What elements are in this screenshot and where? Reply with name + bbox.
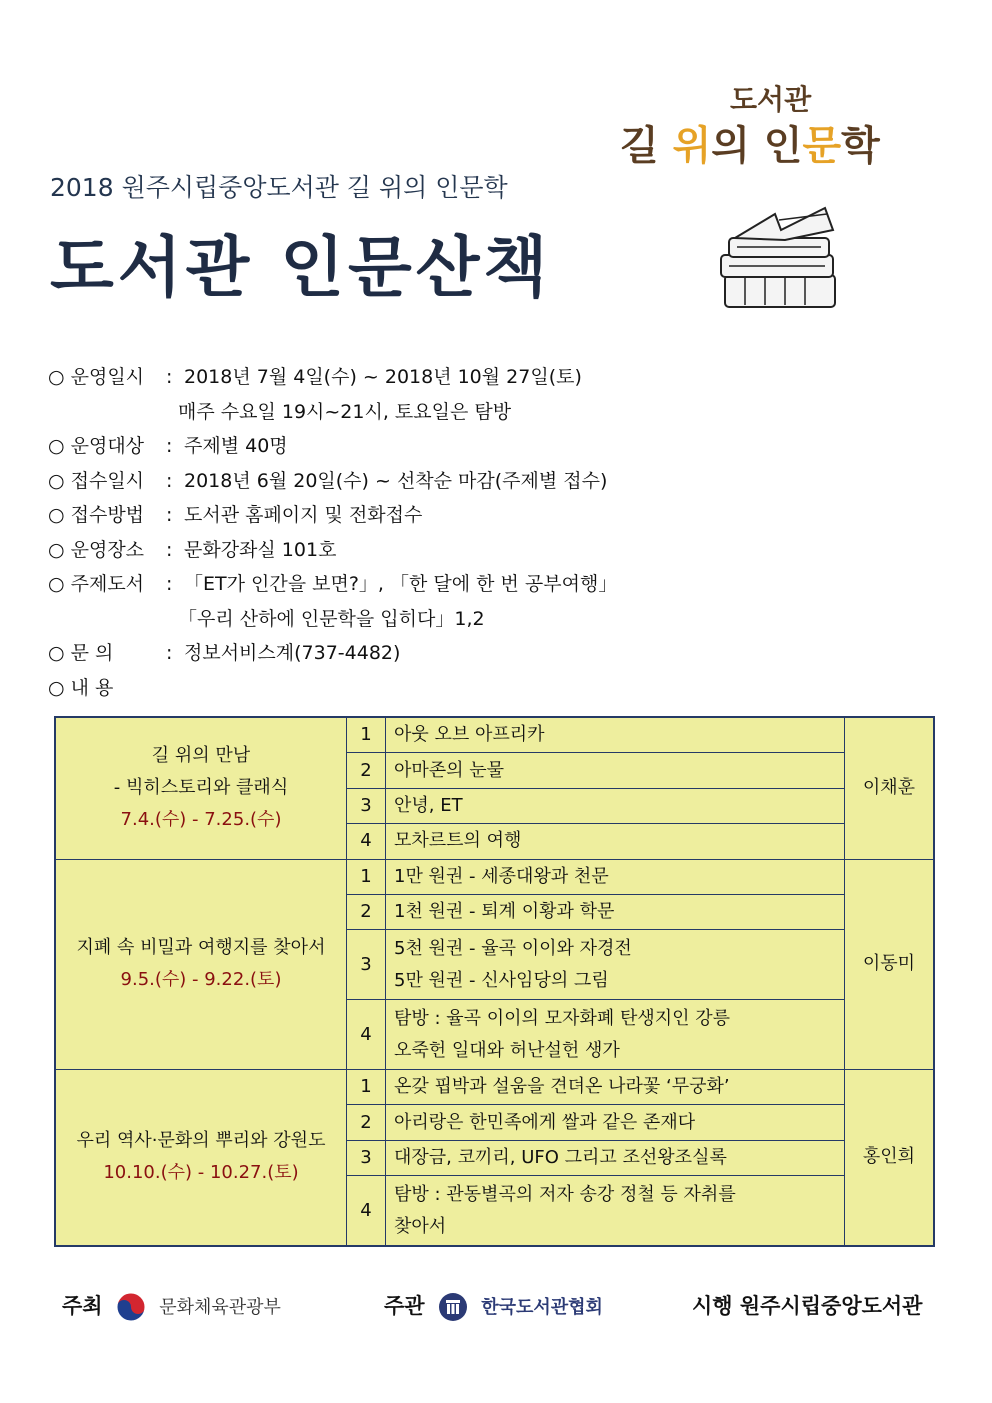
session-number: 2 [347, 753, 386, 788]
library-association-emblem-icon [438, 1292, 468, 1322]
session-number: 2 [347, 895, 386, 930]
session-topic: 대장금, 코끼리, UFO 그리고 조선왕조실록 [386, 1140, 845, 1175]
info-row-books: ○ 주제도서 : 「ET가 인간을 보면?」, 「한 달에 한 번 공부여행」 [48, 573, 618, 595]
info-row-content: ○ 내 용 [48, 676, 114, 699]
logo-top-text: 도서관 [730, 83, 812, 116]
page-title: 도서관 인문산책 [50, 229, 552, 306]
government-emblem-icon [116, 1292, 146, 1322]
info-row-books-detail: 「우리 산하에 인문학을 입히다」1,2 [178, 607, 485, 630]
session-topic: 아마존의 눈물 [386, 753, 845, 788]
logo-main-text: 길 위의 인문학 [620, 123, 880, 169]
program-info [48, 360, 928, 705]
info-row-registration: ○ 접수일시 : 2018년 6월 20일(수) ~ 선착순 마감(주제별 접수) [48, 469, 608, 492]
session-topic: 1만 원권 - 세종대왕과 천문 [386, 859, 845, 894]
lecturer-cell: 홍인희 [845, 1069, 935, 1246]
session-number: 2 [347, 1105, 386, 1140]
page-subtitle: 2018 원주시립중앙도서관 길 위의 인문학 [50, 173, 508, 202]
session-number: 1 [347, 1069, 386, 1104]
session-topic: 탐방 : 관동별곡의 저자 송강 정철 등 자취를 찾아서 [386, 1176, 845, 1246]
table-row [55, 859, 934, 894]
program-logo [620, 78, 930, 168]
schedule-table [54, 716, 935, 1247]
theme-cell: 길 위의 만남 - 빅히스토리와 클래식 7.4.(수) - 7.25.(수) [55, 717, 347, 859]
session-number: 1 [347, 717, 386, 753]
book-stack-icon [715, 200, 845, 315]
info-row-schedule: ○ 운영일시 : 2018년 7월 4일(수) ~ 2018년 10월 27일(토) [48, 366, 582, 388]
organizer-credit: 주관 한국도서관협회 [384, 1290, 603, 1322]
session-number: 3 [347, 930, 386, 1000]
session-number: 3 [347, 788, 386, 823]
session-topic: 5천 원권 - 율곡 이이와 자경전 5만 원권 - 신사임당의 그림 [386, 930, 845, 1000]
theme-cell: 우리 역사·문화의 뿌리와 강원도 10.10.(수) - 10.27.(토) [55, 1069, 347, 1246]
info-row-method: ○ 접수방법 : 도서관 홈페이지 및 전화접수 [48, 504, 423, 526]
footer [0, 1290, 992, 1330]
session-number: 4 [347, 1000, 386, 1070]
info-row-target: ○ 운영대상 : 주제별 40명 [48, 435, 288, 457]
info-row-venue: ○ 운영장소 : 문화강좌실 101호 [48, 538, 337, 561]
session-topic: 안녕, ET [386, 788, 845, 823]
session-topic: 탐방 : 율곡 이이의 모자화폐 탄생지인 강릉 오죽헌 일대와 허난설헌 생가 [386, 1000, 845, 1070]
session-topic: 아웃 오브 아프리카 [386, 717, 845, 753]
session-topic: 1천 원권 - 퇴계 이황과 학문 [386, 895, 845, 930]
executor-credit: 시행 원주시립중앙도서관 [692, 1294, 923, 1318]
host-credit: 주최 문화체육관광부 [62, 1290, 281, 1322]
session-number: 1 [347, 859, 386, 894]
session-topic: 모차르트의 여행 [386, 824, 845, 859]
info-row-schedule-detail: 매주 수요일 19시~21시, 토요일은 탐방 [178, 400, 512, 423]
table-row [55, 717, 934, 753]
session-topic: 온갖 핍박과 설움을 견뎌온 나라꽃 ‘무궁화’ [386, 1069, 845, 1104]
lecturer-cell: 이동미 [845, 859, 935, 1069]
lecturer-cell: 이채훈 [845, 717, 935, 859]
session-number: 3 [347, 1140, 386, 1175]
session-number: 4 [347, 824, 386, 859]
session-number: 4 [347, 1176, 386, 1246]
table-row [55, 1069, 934, 1104]
session-topic: 아리랑은 한민족에게 쌀과 같은 존재다 [386, 1105, 845, 1140]
theme-cell: 지폐 속 비밀과 여행지를 찾아서 9.5.(수) - 9.22.(토) [55, 859, 347, 1069]
info-row-contact: ○ 문 의 : 정보서비스계(737-4482) [48, 642, 401, 664]
